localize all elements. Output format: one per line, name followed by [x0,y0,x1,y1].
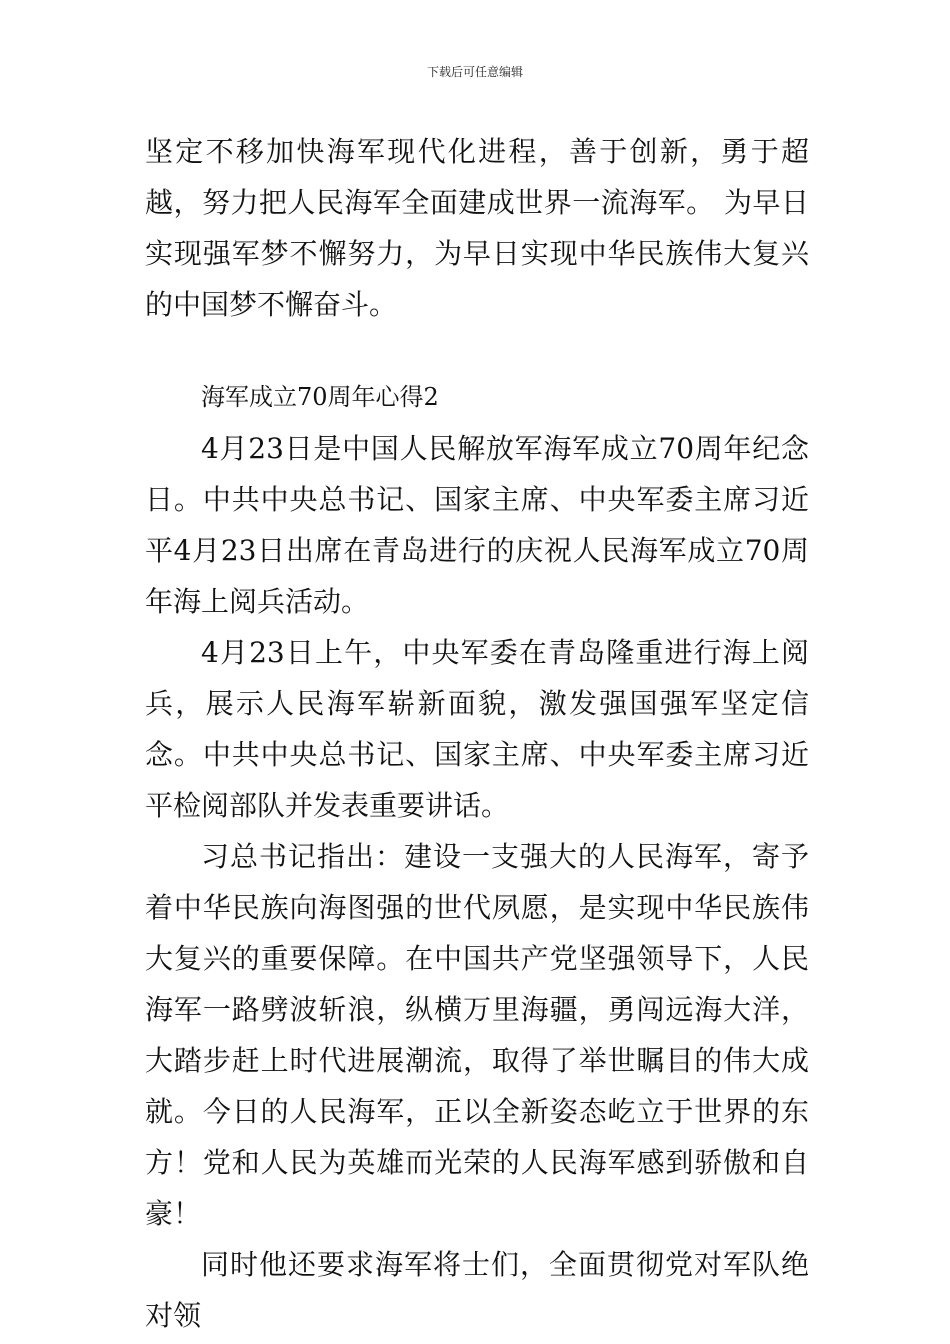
continuation-block [145,126,809,330]
section-title: 海军成立70周年心得2 [201,383,439,411]
body-paragraph-3: 习总书记指出：建设一支强大的人民海军，寄予着中华民族向海图强的世代夙愿，是实现中华民族伟大复兴的重要保障。在中国共产党坚强领导下，人民海军一路劈波斩浪，纵横万里海疆，勇闯远海大洋，大踏步赶上时代进展潮流，取得了举世瞩目的伟大成就。今日的人民海军，正以全新姿态屹立于世界的东方！党和人民为英雄而光荣的人民海军感到骄傲和自豪！ [145,840,809,1230]
article-body [145,372,809,1341]
page-header-note: 下载后可任意编辑 [426,65,523,79]
continuation-paragraph: 坚定不移加快海军现代化进程，善于创新，勇于超越，努力把人民海军全面建成世界一流海军。 为早日实现强军梦不懈努力，为早日实现中华民族伟大复兴的中国梦不懈奋斗。 [145,135,809,321]
body-paragraph-4: 同时他还要求海军将士们，全面贯彻党对军队绝对领 [145,1248,809,1332]
body-paragraph-2: 4月23日上午，中央军委在青岛隆重进行海上阅兵，展示人民海军崭新面貌，激发强国强军坚定信念。中共中央总书记、国家主席、中央军委主席习近平检阅部队并发表重要讲话。 [145,636,809,822]
body-paragraph-1: 4月23日是中国人民解放军海军成立70周年纪念日。中共中央总书记、国家主席、中央军委主席习近平4月23日出席在青岛进行的庆祝人民海军成立70周年海上阅兵活动。 [145,432,809,618]
